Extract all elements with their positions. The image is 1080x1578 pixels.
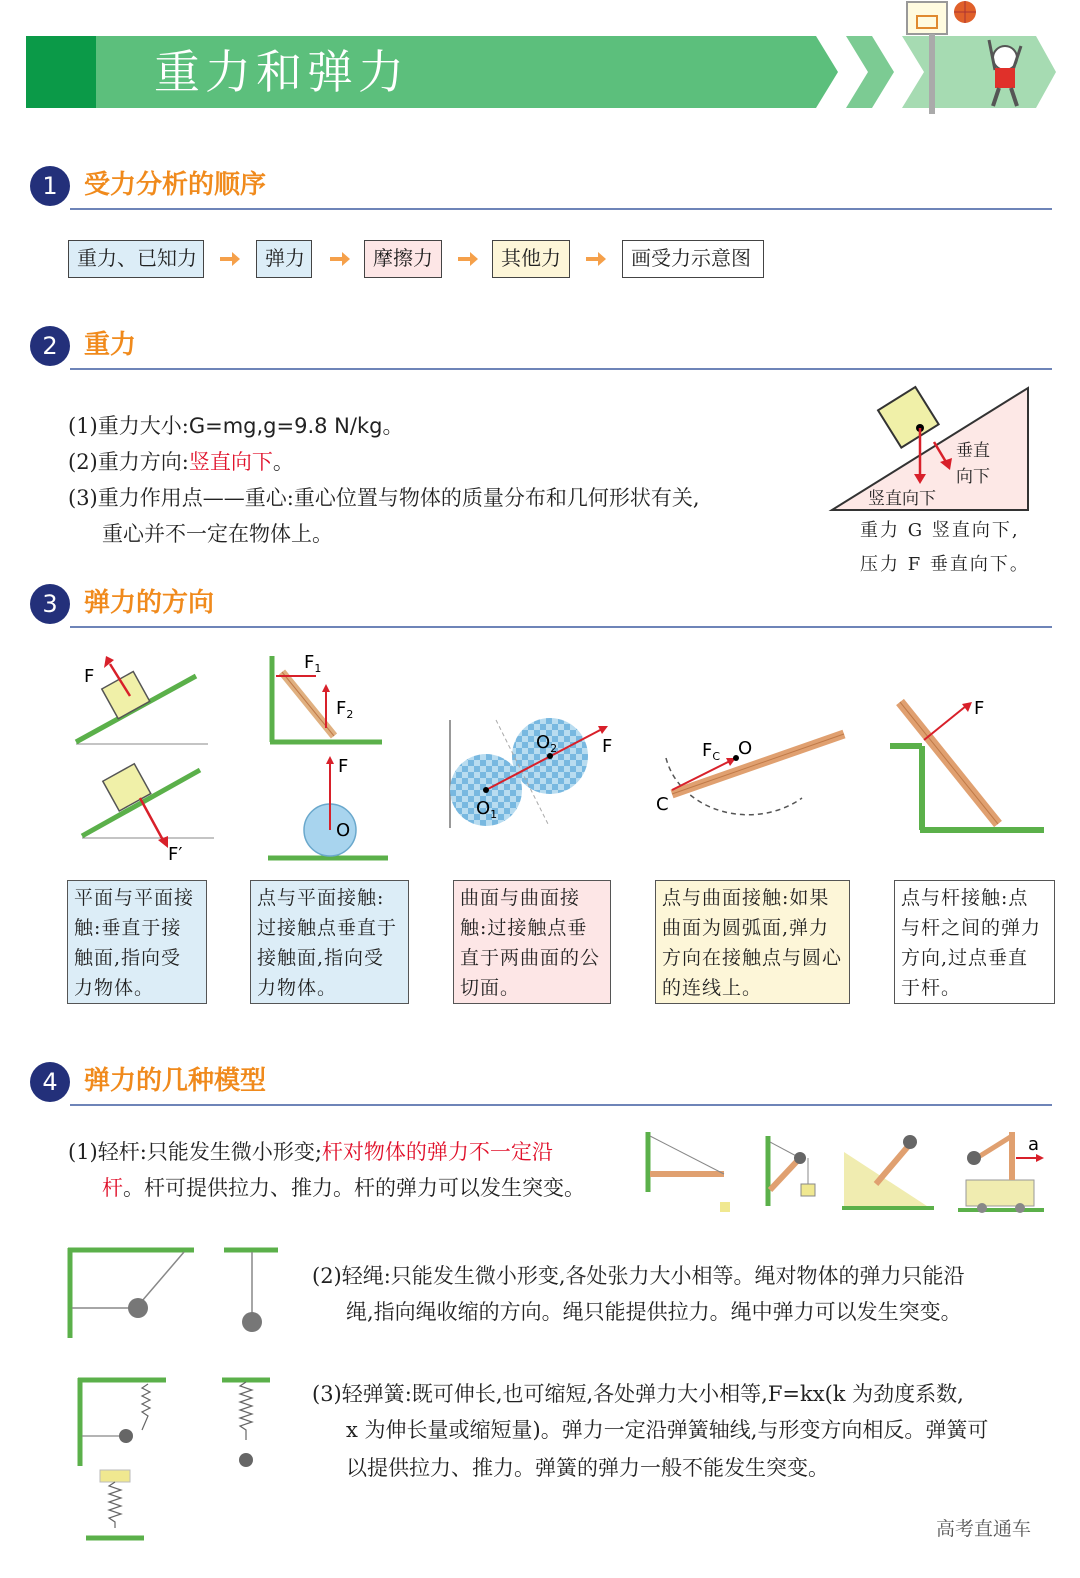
acceleration-label: a [1028, 1134, 1040, 1155]
text: (1)轻杆:只能发生微小形变; [68, 1140, 322, 1164]
section-number-badge: 1 [30, 166, 70, 206]
arrow-right-icon [458, 252, 478, 266]
point-rod-contact-figure [884, 690, 1054, 850]
highlight-text: 杆 [102, 1176, 123, 1200]
center-label: $O_2$ [536, 732, 558, 755]
force-label: F [602, 736, 613, 757]
highlight-text: 杆对物体的弹力不一定沿 [321, 1140, 553, 1164]
flow-step-diagram: 画受力示意图 [622, 240, 764, 278]
caption-point-plane: 点与平面接触:过接触点垂直于接触面,指向受力物体。 [250, 880, 409, 1004]
center-of-gravity-line-2: 重心并不一定在物体上。 [102, 522, 333, 546]
point-label: C [656, 794, 669, 815]
force-label: F [84, 666, 95, 687]
center-label: O [738, 738, 753, 759]
section-title: 弹力的几种模型 [84, 1066, 267, 1096]
highlight-text: 竖直向下 [188, 450, 273, 474]
center-of-gravity-line: (3)重力作用点——重心:重心位置与物体的质量分布和几何形状有关, [68, 486, 700, 510]
section-divider [70, 208, 1052, 210]
caption-point-rod: 点与杆接触:点与杆之间的弹力方向,过点垂直于杆。 [894, 880, 1055, 1004]
flow-step-elastic: 弹力 [256, 240, 312, 278]
gravity-formula: G=mg,g=9.8 N/kg [188, 414, 383, 438]
section-title: 弹力的方向 [84, 588, 215, 618]
section-1-header [30, 166, 1052, 212]
section-number-badge: 2 [30, 326, 70, 366]
text: (2)重力方向: [68, 450, 189, 474]
light-rod-figures [644, 1128, 1054, 1216]
section-4-header [30, 1062, 1052, 1108]
arrow-right-icon [586, 252, 606, 266]
light-spring-figures [74, 1372, 274, 1548]
force-label: $F_2$ [336, 698, 354, 721]
basketball-player-icon [895, 0, 1035, 118]
light-rope-figures [64, 1242, 284, 1342]
flow-step-other: 其他力 [492, 240, 570, 278]
center-label: $O_1$ [476, 798, 498, 821]
plane-contact-figure [70, 648, 220, 868]
flow-step-gravity: 重力、已知力 [68, 240, 204, 278]
figure-caption: 重力 G 竖直向下, [860, 520, 1020, 541]
text: 。 [272, 450, 294, 474]
light-rope-line-1: (2)轻绳:只能发生微小形变,各处张力大小相等。绳对物体的弹力只能沿 [312, 1264, 965, 1288]
section-3-header [30, 584, 1052, 630]
section-title: 重力 [84, 330, 137, 360]
force-label: F′ [168, 844, 183, 865]
section-divider [70, 1104, 1052, 1106]
gravity-magnitude-line [68, 408, 403, 444]
text: (1)重力大小: [68, 414, 189, 438]
center-label: O [336, 820, 351, 841]
section-divider [70, 368, 1052, 370]
page-title: 重力和弹力 [154, 45, 409, 99]
section-divider [70, 626, 1052, 628]
section-number-badge: 4 [30, 1062, 70, 1102]
light-rod-line-2 [102, 1170, 585, 1206]
force-label: F [974, 698, 985, 719]
perpendicular-label: 垂直 [956, 441, 990, 461]
arrow-right-icon [220, 252, 240, 266]
force-label: $F_1$ [304, 652, 322, 675]
caption-point-curve: 点与曲面接触:如果曲面为圆弧面,弹力方向在接触点与圆心的连线上。 [655, 880, 850, 1004]
force-label: $F_C$ [702, 740, 721, 763]
light-spring-line-1: (3)轻弹簧:既可伸长,也可缩短,各处弹力大小相等,F=kx(k 为劲度系数, [312, 1382, 964, 1406]
incline-gravity-figure [828, 384, 1038, 514]
point-plane-contact-figure [262, 648, 402, 868]
caption-curve-curve: 曲面与曲面接触:过接触点垂直于两曲面的公切面。 [453, 880, 611, 1004]
flow-step-friction: 摩擦力 [364, 240, 442, 278]
light-rod-line-1 [68, 1134, 553, 1170]
force-label: F [338, 756, 349, 777]
text: 。 [382, 414, 404, 438]
light-spring-line-2: x 为伸长量或缩短量)。弹力一定沿弹簧轴线,与形变方向相反。弹簧可 [346, 1418, 989, 1442]
watermark: 高考直通车 [936, 1518, 1032, 1540]
curve-curve-contact-figure [444, 700, 624, 840]
vertical-label: 竖直向下 [868, 489, 936, 509]
section-title: 受力分析的顺序 [84, 170, 267, 200]
point-curve-contact-figure [652, 700, 852, 840]
arrow-right-icon [330, 252, 350, 266]
light-spring-line-3: 以提供拉力、推力。弹簧的弹力一般不能发生突变。 [346, 1456, 829, 1480]
section-number-badge: 3 [30, 584, 70, 624]
section-2-header [30, 326, 1052, 372]
perpendicular-label-2: 向下 [956, 467, 990, 487]
figure-caption: 压力 F 垂直向下。 [860, 554, 1030, 575]
light-rope-line-2: 绳,指向绳收缩的方向。绳只能提供拉力。绳中弹力可以发生突变。 [346, 1300, 962, 1324]
gravity-direction-line [68, 444, 294, 480]
caption-plane-plane: 平面与平面接触:垂直于接触面,指向受力物体。 [67, 880, 207, 1004]
text: 。杆可提供拉力、推力。杆的弹力可以发生突变。 [123, 1176, 585, 1200]
